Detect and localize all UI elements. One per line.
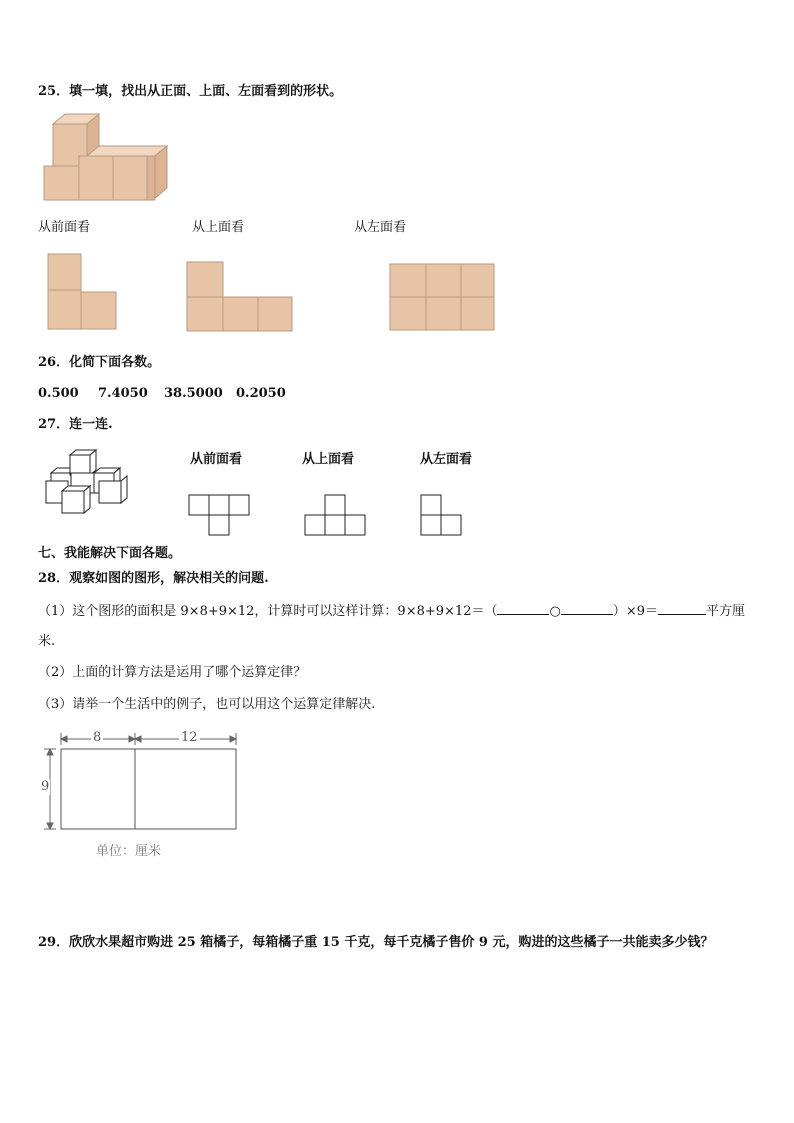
q27-prompt: 27．连一连. — [38, 417, 113, 432]
q28-blank-2[interactable] — [561, 602, 613, 615]
q29-prompt: 29．欣欣水果超市购进 25 箱橘子，每箱橘子重 15 千克，每千克橘子售价 9 元，购进的这些橘子一共能卖多少钱？ — [38, 935, 714, 950]
q25-top-view-shape — [186, 261, 294, 333]
q27-view-front-label: 从前面看 — [190, 452, 243, 467]
section-seven-title: 七、我能解决下面各题。 — [38, 546, 182, 561]
q25-front-view-shape — [47, 253, 119, 331]
q28-part1-unit: 平方厘 — [706, 604, 746, 619]
q25-view-left-label: 从左面看 — [354, 220, 407, 235]
q28-unit-label: 单位：厘米 — [96, 844, 162, 859]
q28-blank-3[interactable] — [658, 602, 706, 615]
q27-shape-b — [304, 494, 368, 538]
q25-view-top-label: 从上面看 — [192, 220, 245, 235]
q26-number-1: 0.500 — [38, 386, 79, 401]
q27-shape-c — [420, 494, 466, 538]
q25-cube-stack-figure — [40, 112, 175, 204]
q28-width-right-label: 12 — [181, 730, 198, 745]
q28-part1 — [38, 602, 745, 620]
q25-view-front-label: 从前面看 — [38, 220, 91, 235]
q28-part1-wrap: 米. — [38, 634, 56, 649]
q28-part2: （2）上面的计算方法是运用了哪个运算定律？ — [38, 665, 307, 680]
q28-part1-text: （1）这个图形的面积是 9×8+9×12，计算时可以这样计算：9×8+9×12＝（ — [38, 604, 498, 619]
q27-cube-figure — [42, 449, 134, 517]
q28-blank-1[interactable] — [497, 602, 549, 615]
q28-part3: （3）请举一个生活中的例子，也可以用这个运算定律解决. — [38, 697, 376, 712]
q26-number-2: 7.4050 — [98, 386, 148, 401]
q27-view-left-label: 从左面看 — [420, 452, 473, 467]
q27-shape-a — [188, 494, 252, 538]
q26-number-4: 0.2050 — [236, 386, 286, 401]
q28-circle-operator[interactable]: ○ — [549, 604, 561, 619]
q28-part1-close: ）×9＝ — [612, 604, 658, 619]
q28-width-left-label: 8 — [93, 730, 102, 745]
q25-left-view-shape — [389, 263, 497, 333]
q28-rectangle-diagram — [36, 729, 246, 864]
q28-prompt: 28．观察如图的图形，解决相关的问题. — [38, 571, 269, 586]
q28-height-label: 9 — [41, 779, 50, 794]
q25-prompt: 25．填一填，找出从正面、上面、左面看到的形状。 — [38, 84, 343, 99]
q27-view-top-label: 从上面看 — [302, 452, 355, 467]
q26-number-3: 38.5000 — [164, 386, 223, 401]
q26-prompt: 26．化简下面各数。 — [38, 355, 161, 370]
